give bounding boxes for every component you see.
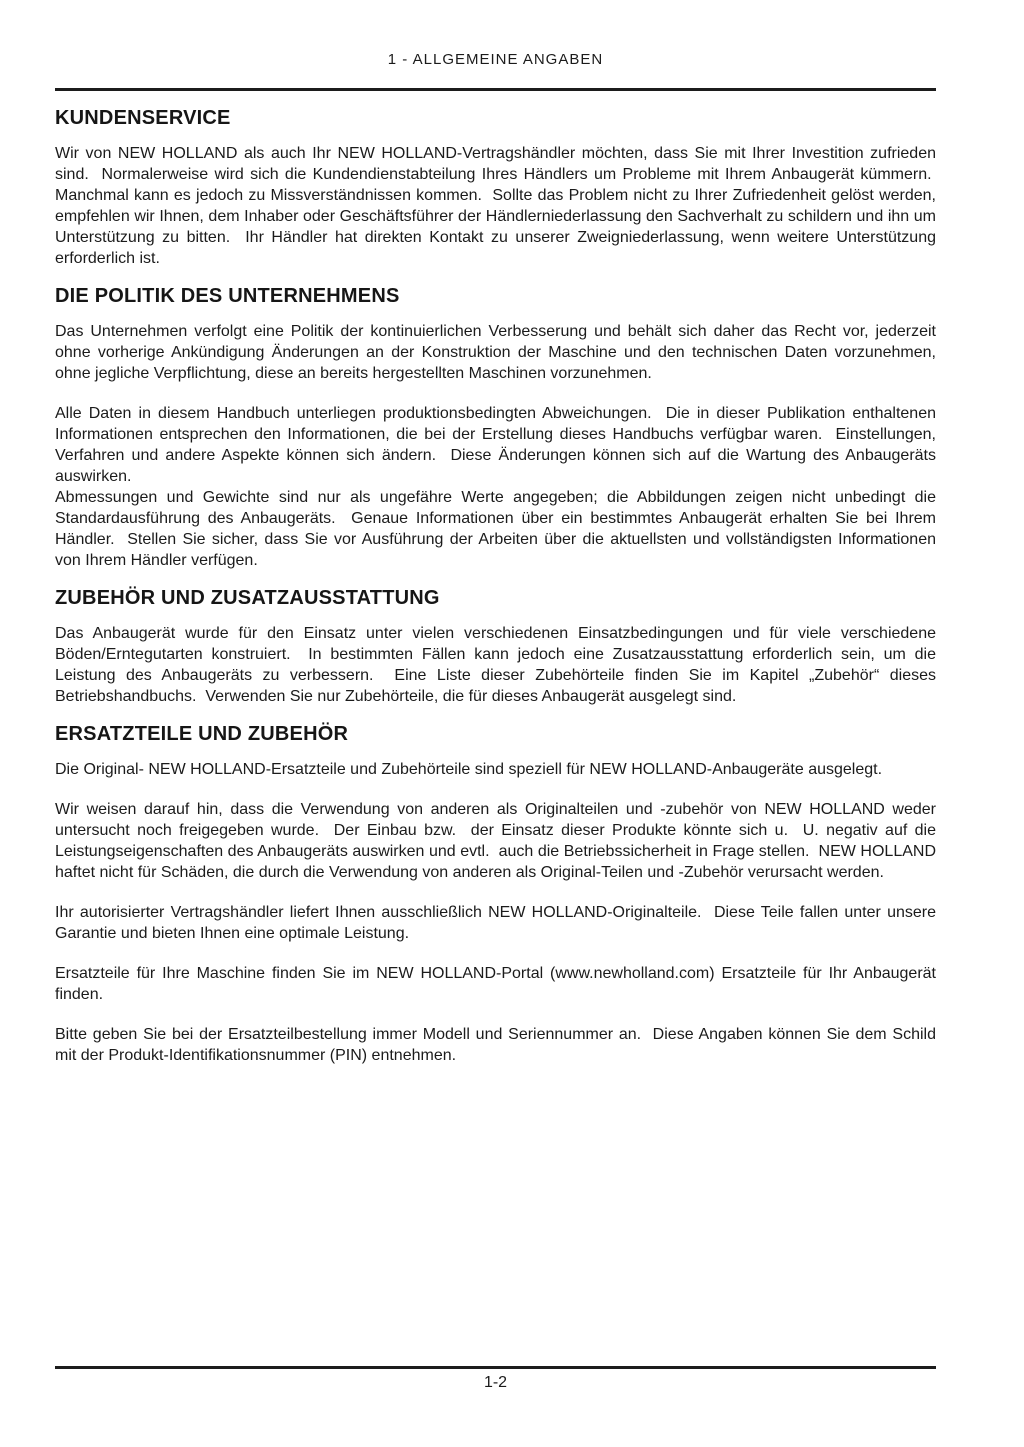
section-heading-ersatzteile: ERSATZTEILE UND ZUBEHÖR: [55, 723, 349, 745]
paragraph-zubehoer-1: Das Anbaugerät wurde für den Einsatz unter vielen verschiedenen Einsatzbedingungen und für viele verschiedene Böden/Erntegutarten konstruiert. In bestimmten Fällen kann jedoch eine Zusatzausstattung erforderlich sein, um die Leistung des Anbaugeräts zu verbessern. Eine Liste dieser Zubehörteile finden Sie im Kapitel „Zubehör“ dieses Betriebshandbuchs. Verwenden Sie nur Zubehörteile, die für dieses Anbaugerät ausgelegt sind.: [55, 625, 936, 705]
page-content: [55, 106, 936, 1066]
paragraph-politik-1: Das Unternehmen verfolgt eine Politik der kontinuierlichen Verbesserung und behält sich daher das Recht vor, jederzeit ohne vorherige Ankündigung Änderungen an der Konstruktion der Maschine und den technischen Daten vorzunehmen, ohne jegliche Verpflichtung, diese an bereits hergestellten Maschinen vorzunehmen.: [55, 323, 936, 382]
paragraph-ersatzteile-2: Wir weisen darauf hin, dass die Verwendung von anderen als Originalteilen und -zubehör von NEW HOLLAND weder untersucht noch freigegeben wurde. Der Einbau bzw. der Einsatz dieser Produkte könnte sich u. U. negativ auf die Leistungseigenschaften des Anbaugeräts auswirken und evtl. auch die Betriebssicherheit in Frage stellen. NEW HOLLAND haftet nicht für Schäden, die durch die Verwendung von anderen als Original-Teilen und -Zubehör verursacht werden.: [55, 801, 936, 881]
page-footer: [0, 1366, 1024, 1392]
paragraph-ersatzteile-4: Ersatzteile für Ihre Maschine finden Sie im NEW HOLLAND-Portal (www.newholland.com) Ersatzteile für Ihr Anbaugerät finden.: [55, 965, 936, 1003]
paragraph-ersatzteile-5: Bitte geben Sie bei der Ersatzteilbestellung immer Modell und Seriennummer an. Diese Angaben können Sie dem Schild mit der Produkt-Identifikationsnummer (PIN) entnehmen.: [55, 1026, 936, 1064]
section-heading-kundenservice: KUNDENSERVICE: [55, 107, 231, 129]
running-header: 1 - ALLGEMEINE ANGABEN: [387, 51, 604, 68]
section-heading-zubehoer-zusatzausstattung: ZUBEHÖR UND ZUSATZAUSSTATTUNG: [55, 587, 440, 609]
section-heading-unternehmenspolitik: DIE POLITIK DES UNTERNEHMENS: [55, 285, 400, 307]
paragraph-ersatzteile-3: Ihr autorisierter Vertragshändler liefert Ihnen ausschließlich NEW HOLLAND-Originalteile. Diese Teile fallen unter unsere Garantie und bieten Ihnen eine optimale Leistung.: [55, 904, 936, 942]
paragraph-kundenservice-1: Wir von NEW HOLLAND als auch Ihr NEW HOLLAND-Vertragshändler möchten, dass Sie mit Ihrer Investition zufrieden sind. Normalerweise wird sich die Kundendienstabteilung Ihres Händlers um Probleme mit Ihrem Anbaugerät kümmern. Manchmal kann es jedoch zu Missverständnissen kommen. Sollte das Problem nicht zu Ihrer Zufriedenheit gelöst werden, empfehlen wir Ihnen, dem Inhaber oder Geschäftsführer der Händlerniederlassung den Sachverhalt zu schildern und ihn um Unterstützung zu bitten. Ihr Händler hat direkten Kontakt zu unserer Zweigniederlassung, wenn weitere Unterstützung erforderlich ist.: [55, 145, 936, 267]
header-rule: [55, 88, 936, 91]
page-number: 1-2: [483, 1374, 508, 1391]
paragraph-politik-2: Alle Daten in diesem Handbuch unterliegen produktionsbedingten Abweichungen. Die in dieser Publikation enthaltenen Informationen entsprechen den Informationen, die bei der Erstellung dieses Handbuchs verfügbar waren. Einstellungen, Verfahren und andere Aspekte können sich ändern. Diese Änderungen können sich auf die Wartung des Anbaugeräts auswirken.: [55, 405, 936, 485]
paragraph-politik-3: Abmessungen und Gewichte sind nur als ungefähre Werte angegeben; die Abbildungen zeigen nicht unbedingt die Standardausführung des Anbaugeräts. Genaue Informationen über ein bestimmtes Anbaugerät erhalten Sie bei Ihrem Händler. Stellen Sie sicher, dass Sie vor Ausführung der Arbeiten über die aktuellsten und vollständigsten Informationen von Ihrem Händler verfügen.: [55, 489, 936, 569]
footer-rule: [55, 1366, 936, 1369]
paragraph-ersatzteile-1: Die Original- NEW HOLLAND-Ersatzteile und Zubehörteile sind speziell für NEW HOLLAND-Anbaugeräte ausgelegt.: [55, 761, 883, 778]
